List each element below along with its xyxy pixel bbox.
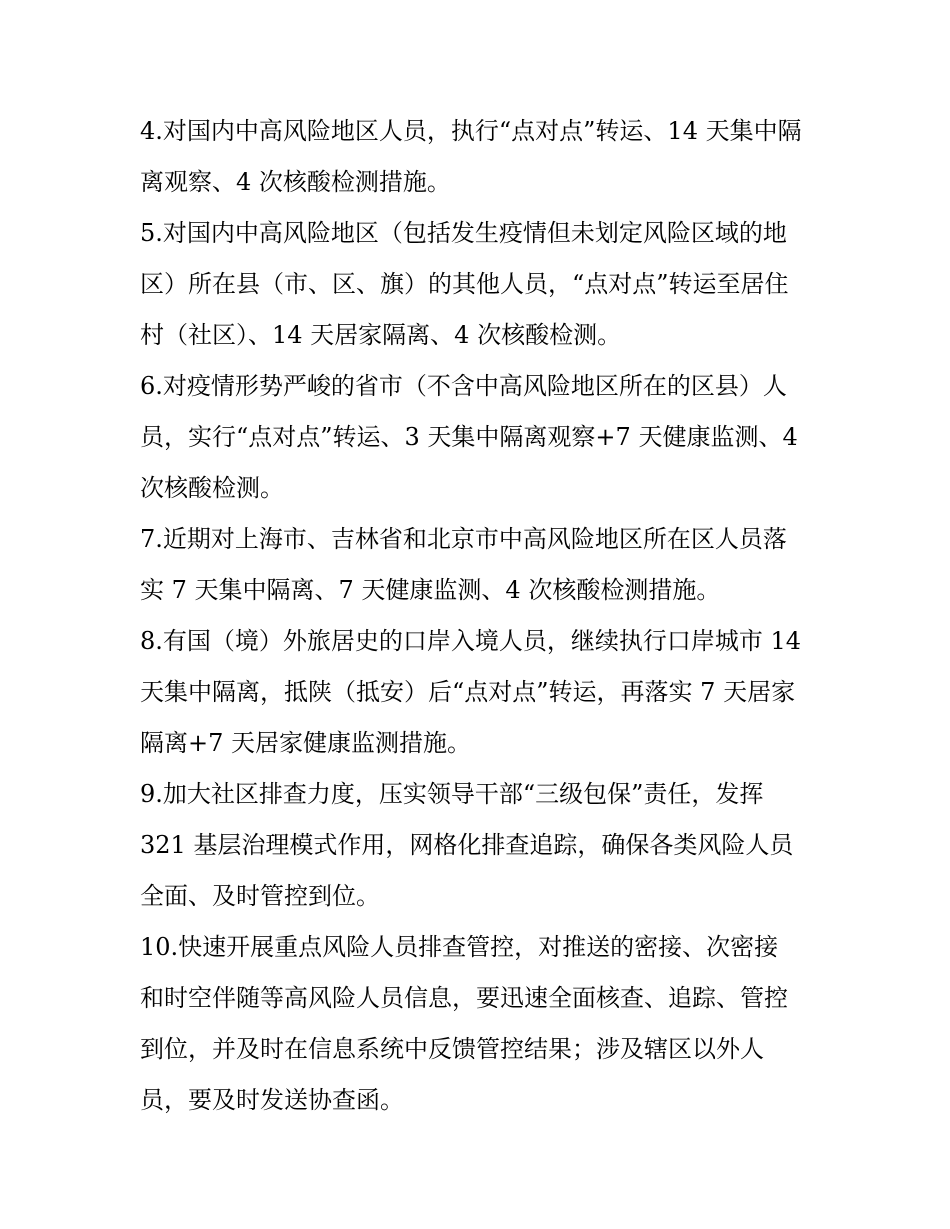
item-6-line-3: 次核酸检测。	[140, 474, 284, 502]
item-4-line-1: 4.对国内中高风险地区人员，执行“点对点”转运、14 天集中隔	[140, 117, 802, 145]
item-7-line-1: 7.近期对上海市、吉林省和北京市中高风险地区所在区人员落	[140, 525, 787, 553]
document-body	[140, 106, 812, 1126]
item-7-line-2: 实 7 天集中隔离、7 天健康监测、4 次核酸检测措施。	[140, 576, 721, 604]
item-8-line-1: 8.有国（境）外旅居史的口岸入境人员，继续执行口岸城市 14	[140, 627, 802, 655]
item-9-line-3: 全面、及时管控到位。	[140, 882, 380, 910]
item-10-line-3: 到位，并及时在信息系统中反馈管控结果；涉及辖区以外人	[140, 1035, 764, 1063]
item-6-line-2: 员，实行“点对点”转运、3 天集中隔离观察+7 天健康监测、4	[140, 423, 798, 451]
item-10-line-2: 和时空伴随等高风险人员信息，要迅速全面核查、追踪、管控	[140, 984, 788, 1012]
item-6-line-1: 6.对疫情形势严峻的省市（不含中高风险地区所在的区县）人	[140, 372, 787, 400]
item-9-line-1: 9.加大社区排查力度，压实领导干部“三级包保”责任，发挥	[140, 780, 764, 808]
item-5-line-2: 区）所在县（市、区、旗）的其他人员，“点对点”转运至居住	[140, 270, 789, 298]
item-10-line-1: 10.快速开展重点风险人员排查管控，对推送的密接、次密接	[140, 933, 779, 961]
item-9-line-2: 321 基层治理模式作用，网格化排查追踪，确保各类风险人员	[140, 831, 794, 859]
item-8-line-3: 隔离+7 天居家健康监测措施。	[140, 729, 472, 757]
item-4-line-2: 离观察、4 次核酸检测措施。	[140, 168, 451, 196]
item-8-line-2: 天集中隔离，抵陕（抵安）后“点对点”转运，再落实 7 天居家	[140, 678, 796, 706]
item-5-line-1: 5.对国内中高风险地区（包括发生疫情但未划定风险区域的地	[140, 219, 787, 247]
item-10-line-4: 员，要及时发送协查函。	[140, 1086, 404, 1114]
item-5-line-3: 村（社区）、14 天居家隔离、4 次核酸检测。	[140, 321, 622, 349]
